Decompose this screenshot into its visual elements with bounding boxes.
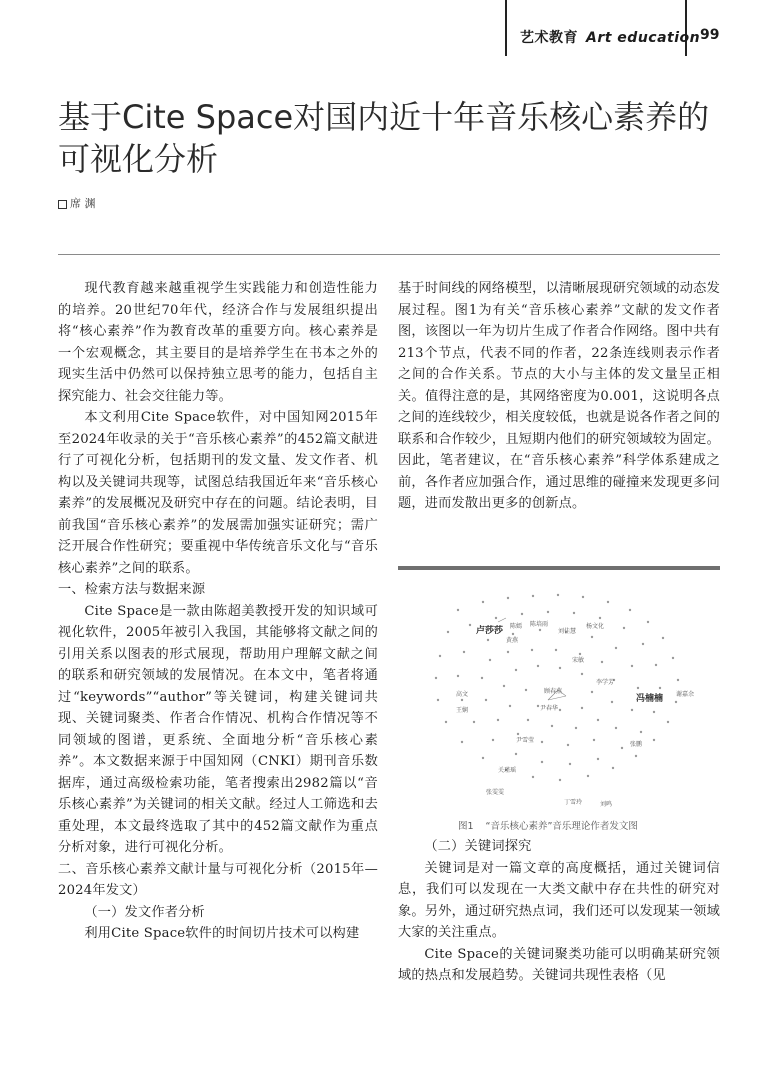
node-label: 黄燕	[506, 637, 519, 644]
figure-caption-text: “音乐核心素养”音乐理论作者发文图	[485, 821, 638, 832]
node-label: 尹雪莹	[516, 737, 535, 744]
figure-number: 图1	[458, 821, 474, 832]
node-label: 冯楠楠	[636, 694, 664, 704]
node-label: 卢莎莎	[476, 626, 504, 636]
right-column-bottom	[398, 836, 720, 987]
paragraph: Cite Space的关键词聚类功能可以明确某研究领域的热点和发展趋势。关键词共现性表格（见	[398, 946, 720, 983]
running-header	[520, 27, 700, 47]
section-heading: 二、音乐核心素养文献计量与可视化分析（2015年—2024年发文）	[58, 861, 378, 898]
node-label: 尹春华	[540, 705, 559, 712]
figure-caption	[458, 818, 638, 832]
paragraph: Cite Space是一款由陈超美教授开发的知识域可视化软件，2005年被引入我国，其能够将文献之间的引用关系以图表的形式展现，帮助用户理解文献之间的联系和研究领域的发展情况。在本文中，笔者将通过“keywords”“author”等关键词，构建关键词共现、关键词聚类、作者合作情况、机构合作情况等不同领域的图谱，更系统、全面地分析“音乐核心素养”。本文数据来源于中国知网（CNKI）期刊音乐数据库，通过高级检索功能，笔者搜索出2982篇以“音乐核心素养”为关键词的相关文献。经过人工筛选和去重处理，本文最终选取了其中的452篇文献作为重点分析对象，进行可视化分析。	[58, 603, 378, 855]
paragraph: 现代教育越来越重视学生实践能力和创造性能力的培养。20世纪70年代，经济合作与发展组织提出将“核心素养”作为教育改革的重要方向。核心素养是一个宏观概念，其主要目的是培养学生在书本之外的现实生活中仍然可以保持独立思考的能力，包括自主探究能力、社会交往能力等。	[58, 281, 378, 404]
section-name-cn: 艺术教育	[520, 30, 578, 46]
article-title: 基于Cite Space对国内近十年音乐核心素养的可视化分析	[58, 98, 710, 178]
title-divider	[58, 254, 720, 255]
right-column-top	[398, 278, 720, 515]
page-number: 99	[700, 27, 720, 43]
paragraph: 本文利用Cite Space软件，对中国知网2015年至2024年收录的关于“音乐核心素养”的452篇文献进行了可视化分析，包括期刊的发文量、发文作者、机构以及关键词共现等，试图总结我国近年来“音乐核心素养”的发展概况及研究中存在的问题。结论表明，目前我国“音乐核心素养”的发展需加强实证研究；需广泛开展合作性研究；要重视中华传统音乐文化与“音乐核心素养”之间的联系。	[58, 410, 378, 576]
node-label: 陈培雨	[530, 621, 549, 628]
node-label: 王娴	[456, 707, 469, 714]
network-graph	[398, 570, 720, 812]
node-label: 张鹏	[630, 741, 643, 748]
node-label: 李学芳	[596, 679, 615, 686]
paragraph: 关键词是对一篇文章的高度概括，通过关键词信息，我们可以发现在一大类文献中存在共性的研究对象。另外，通过研究热点词，我们还可以发现某一领域大家的关注重点。	[398, 860, 720, 940]
section-heading: 一、检索方法与数据来源	[58, 582, 206, 597]
subsection-heading: （二）关键词探究	[424, 839, 532, 854]
author-name: 席 渊	[70, 197, 96, 210]
node-label: 陈嫣	[510, 623, 523, 630]
node-label: 杨文化	[586, 623, 605, 630]
node-label: 刘鸣	[600, 801, 613, 808]
header-divider-left	[505, 0, 507, 56]
node-label: 刘佳慧	[558, 628, 577, 635]
author-box-icon	[58, 200, 67, 209]
node-label: 顾春燕	[544, 688, 563, 695]
section-name-en: Art education	[586, 30, 701, 46]
subsection-heading: （一）发文作者分析	[84, 904, 205, 920]
node-label: 宋敏	[572, 657, 585, 664]
node-label: 谢嘉余	[676, 691, 695, 698]
author-line	[58, 195, 96, 211]
paragraph: 基于时间线的网络模型，以清晰展现研究领域的动态发展过程。图1为有关“音乐核心素养”文献的发文作者图，该图以一年为切片生成了作者合作网络。图中共有213个节点，代表不同的作者，22条连线则表示作者之间的合作关系。节点的大小与主体的发文量呈正相关。值得注意的是，其网络密度为0.001，这说明各点之间的连线较少，相关度较低，也就是说各作者之间的联系和合作较少，且短期内他们的研究领域较为固定。因此，笔者建议，在“音乐核心素养”科学体系建成之前，各作者应加强合作，通过思维的碰撞来发现更多问题，进而发散出更多的创新点。	[398, 281, 720, 511]
node-label: 张雯雯	[486, 789, 505, 796]
node-label: 高文	[456, 691, 469, 698]
node-label: 关瑾瑶	[498, 767, 517, 774]
node-labels	[456, 620, 694, 808]
paragraph: 利用Cite Space软件的时间切片技术可以构建	[84, 926, 360, 941]
node-label: 丁雪玲	[564, 799, 583, 806]
left-column	[58, 278, 378, 945]
author-network-figure	[398, 566, 720, 816]
